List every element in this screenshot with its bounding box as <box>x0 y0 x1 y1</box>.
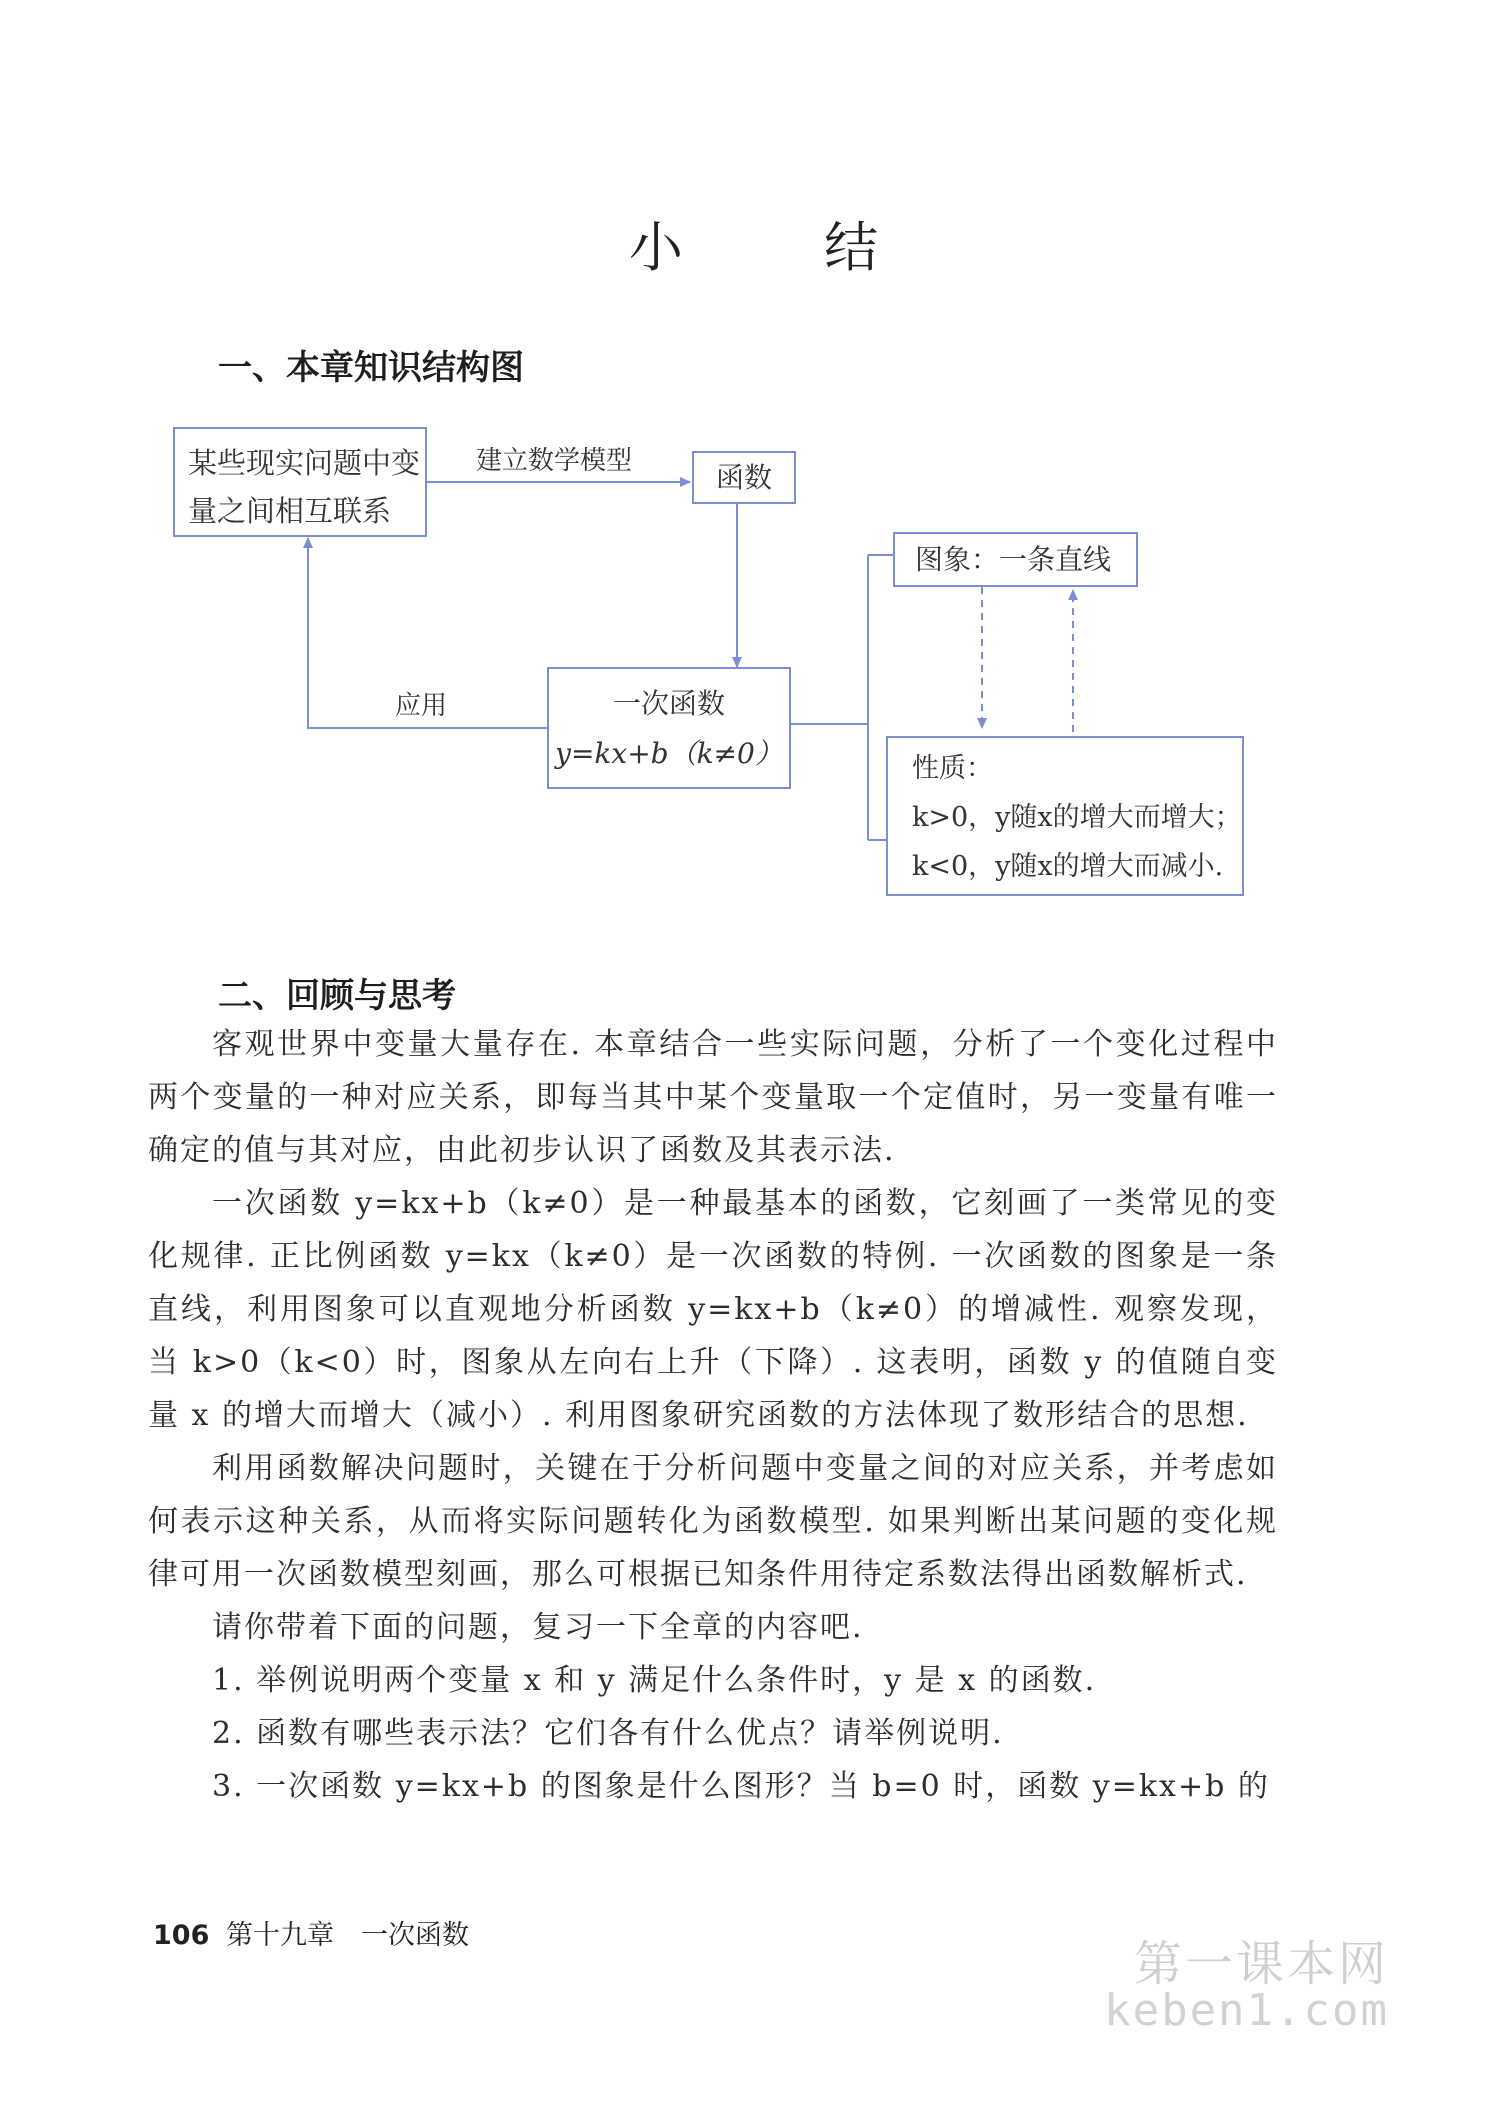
paragraph-3: 利用函数解决问题时，关键在于分析问题中变量之间的对应关系，并考虑如何表示这种关系，从而将实际问题转化为函数模型. 如果判断出某问题的变化规律可用一次函数模型刻画，那么可根据已知条件用待定系数法得出函数解析式. <box>148 1451 1278 1592</box>
watermark-logo: 第一课本网 <box>1133 1936 1389 1992</box>
page-footer <box>153 1913 469 1952</box>
box-linear-function <box>547 667 791 789</box>
box-function <box>692 451 796 504</box>
label-apply: 应用 <box>395 691 448 721</box>
box-graph <box>893 532 1138 587</box>
label-build-model: 建立数学模型 <box>476 446 633 476</box>
box-real-line1: 某些现实问题中变 <box>188 446 421 480</box>
box-props-line1: 性质： <box>912 753 993 784</box>
arrow-apply-to-real <box>308 538 547 728</box>
knowledge-structure-diagram <box>0 0 1507 960</box>
question-2: 2. 函数有哪些表示法？它们各有什么优点？请举例说明. <box>212 1716 1004 1751</box>
box-properties <box>886 736 1244 896</box>
watermark-url: keben1.com <box>1104 1985 1389 2036</box>
section-heading-structure: 一、本章知识结构图 <box>218 348 524 388</box>
box-real-line2: 量之间相互联系 <box>188 494 392 528</box>
question-3: 3. 一次函数 y=kx+b 的图象是什么图形？当 b=0 时，函数 y=kx+b 的 <box>212 1769 1270 1804</box>
paragraph-4: 请你带着下面的问题，复习一下全章的内容吧. <box>212 1610 864 1645</box>
box-props-line2: k>0，y随x的增大而增大； <box>912 802 1242 833</box>
box-real-problem <box>173 427 427 537</box>
question-1: 1. 举例说明两个变量 x 和 y 满足什么条件时，y 是 x 的函数. <box>212 1663 1097 1698</box>
review-body <box>148 1018 1278 1813</box>
section-heading-review: 二、回顾与思考 <box>218 976 456 1016</box>
box-function-label: 函数 <box>715 461 772 494</box>
page-number: 106 <box>153 1920 210 1951</box>
paragraph-1: 客观世界中变量大量存在. 本章结合一些实际问题，分析了一个变化过程中两个变量的一种对应关系，即每当其中某个变量取一个定值时，另一变量有唯一确定的值与其对应，由此初步认识了函数及其表示法. <box>148 1027 1278 1168</box>
box-linear-line2: y=kx+b（k≠0） <box>555 737 783 770</box>
chapter-title: 第十九章 一次函数 <box>225 1920 469 1951</box>
box-linear-line1: 一次函数 <box>612 687 725 720</box>
box-graph-label: 图象：一条直线 <box>915 543 1112 576</box>
box-props-line3: k<0，y随x的增大而减小. <box>912 851 1224 882</box>
diagram-connectors <box>0 0 1507 960</box>
paragraph-2: 一次函数 y=kx+b（k≠0）是一种最基本的函数，它刻画了一类常见的变化规律. 正比例函数 y=kx（k≠0）是一次函数的特例. 一次函数的图象是一条直线，利用图象可以直观地分析函数 y=kx+b（k≠0）的增减性. 观察发现，当 k>0（k<0）时，图象从左向右上升（下降）. 这表明，函数 y 的值随自变量 x 的增大而增大（减小）. 利用图象研究函数的方法体现了数形结合的思想. <box>148 1186 1278 1433</box>
page-title: 小 结 <box>628 216 941 279</box>
